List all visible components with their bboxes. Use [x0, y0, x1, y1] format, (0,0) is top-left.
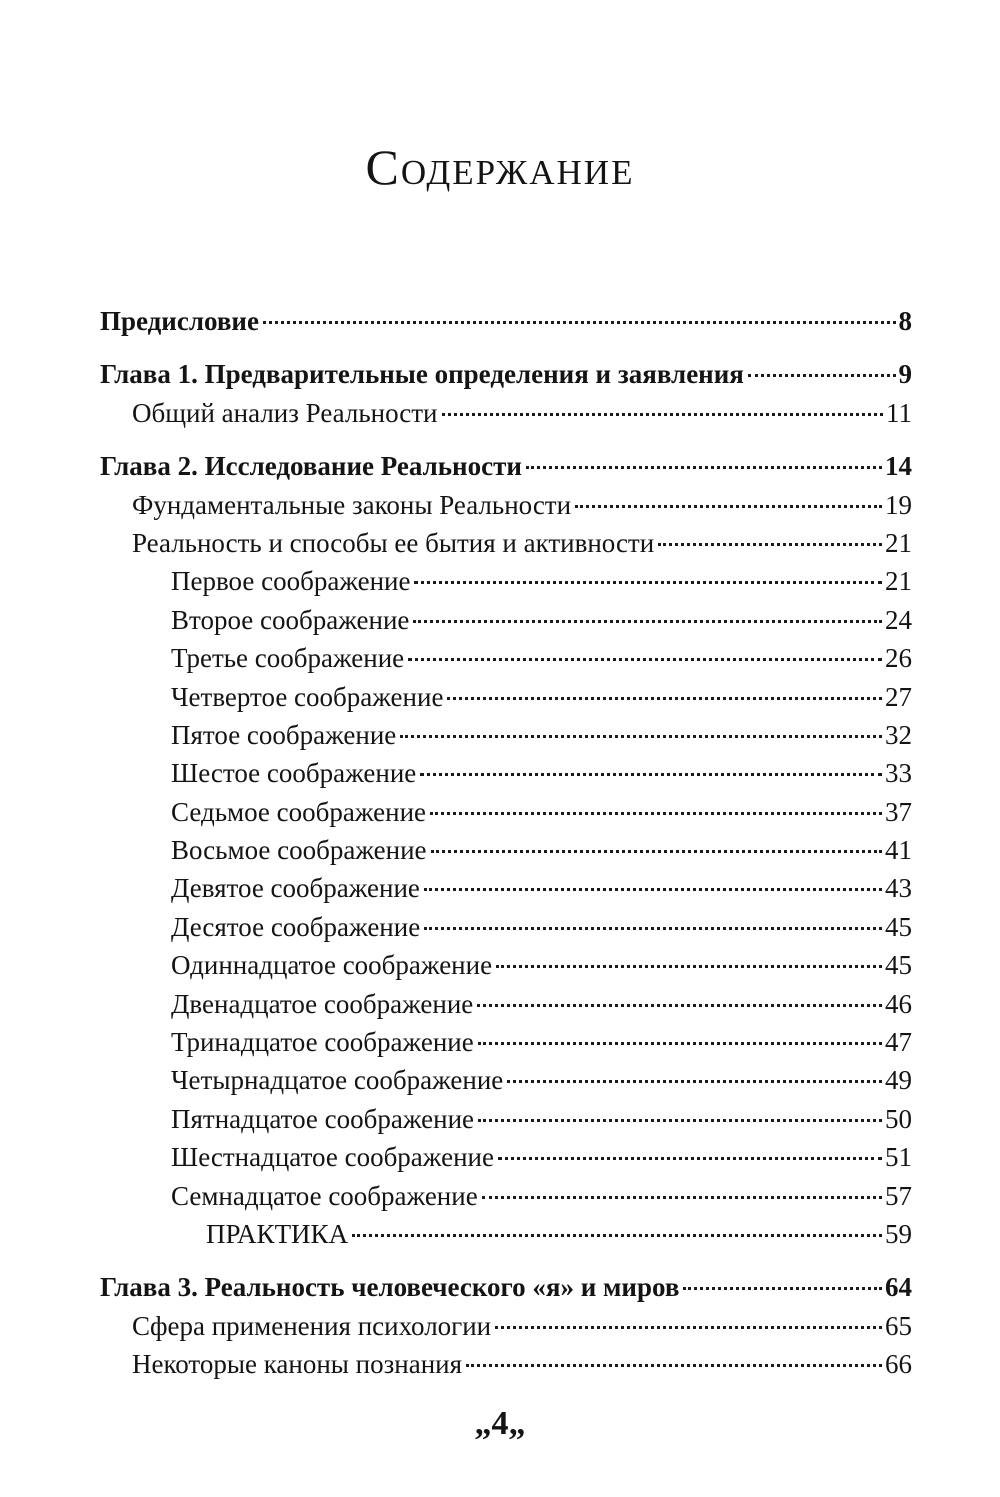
dot-leader — [482, 1196, 882, 1199]
toc-entry-label: Седьмое соображение — [171, 796, 427, 827]
dot-leader — [507, 1080, 882, 1083]
dot-leader — [431, 850, 883, 853]
toc-entry-page: 9 — [898, 359, 912, 390]
toc-entry-page: 49 — [885, 1065, 912, 1096]
toc-entry-subsection — [100, 562, 912, 600]
toc-entry-page: 14 — [885, 451, 912, 482]
toc-entry-label: Десятое соображение — [171, 911, 421, 942]
page-title: Содержание — [365, 139, 635, 195]
toc-entry-subsection — [100, 754, 912, 792]
toc-entry-subsection — [100, 601, 912, 639]
toc-entry-page: 50 — [885, 1103, 912, 1134]
toc-entry-page: 64 — [885, 1272, 912, 1303]
toc-entry-label: Восьмое соображение — [171, 835, 427, 866]
toc-entry-subsection — [100, 1100, 912, 1138]
dot-leader — [496, 965, 882, 968]
toc-entry-section — [100, 1345, 912, 1383]
dot-leader — [748, 374, 896, 377]
toc-entry-page: 37 — [885, 796, 912, 827]
toc-entry-page: 41 — [885, 835, 912, 866]
toc-entry-page: 32 — [885, 719, 912, 750]
toc-entry-page: 59 — [885, 1218, 912, 1249]
toc-entry-page: 46 — [885, 988, 912, 1019]
toc-entry-label: Первое соображение — [171, 566, 411, 597]
dot-leader — [420, 773, 882, 776]
toc-entry-subsection — [100, 946, 912, 984]
toc-entry-subsection — [100, 1177, 912, 1215]
toc-entry-subsection — [100, 985, 912, 1023]
toc-entry-label: Девятое соображение — [171, 873, 420, 904]
dot-leader — [414, 581, 882, 584]
toc-entry-label: Одиннадцатое соображение — [171, 950, 493, 981]
dot-leader — [430, 812, 882, 815]
dot-leader — [352, 1234, 882, 1237]
dot-leader — [498, 1157, 882, 1160]
toc-entry-subsection — [100, 869, 912, 907]
toc-entry-practice — [100, 1215, 912, 1253]
dot-leader — [683, 1287, 882, 1290]
toc-entry-label: Реальность и способы ее бытия и активности — [132, 527, 655, 558]
toc-entry-label: Глава 1. Предварительные определения и заявления — [100, 359, 744, 390]
toc-entry-label: Шестое соображение — [171, 758, 417, 789]
toc-entry-subsection — [100, 716, 912, 754]
toc-entry-page: 27 — [885, 681, 912, 712]
toc-entry-label: Семнадцатое соображение — [171, 1180, 478, 1211]
toc-entry-label: Фундаментальные законы Реальности — [132, 489, 572, 520]
toc-entry-page: 45 — [885, 950, 912, 981]
toc-entry-subsection — [100, 831, 912, 869]
dot-leader — [408, 658, 882, 661]
toc-entry-page: 57 — [885, 1180, 912, 1211]
dot-leader — [447, 697, 882, 700]
toc-entry-label: Двенадцатое соображение — [171, 988, 474, 1019]
toc-entry-label: Общий анализ Реальности — [132, 397, 438, 428]
toc-entry-page: 21 — [885, 527, 912, 558]
toc-entry-page: 26 — [885, 643, 912, 674]
dot-leader — [400, 735, 882, 738]
toc-entry-label: ПРАКТИКА — [206, 1218, 349, 1249]
toc-entry-subsection — [100, 793, 912, 831]
toc-entry-label: Третье соображение — [171, 643, 405, 674]
toc-entry-page: 19 — [885, 489, 912, 520]
dot-leader — [575, 505, 882, 508]
toc-entry-label: Глава 3. Реальность человеческого «я» и миров — [100, 1272, 680, 1303]
dot-leader — [424, 888, 882, 891]
toc-entry-chapter-2 — [100, 447, 912, 485]
toc-entry-label: Пятнадцатое соображение — [171, 1103, 474, 1134]
dot-leader — [442, 413, 883, 416]
toc-entry-label: Некоторые каноны познания — [132, 1349, 463, 1380]
toc-entry-section — [100, 524, 912, 562]
dot-leader — [466, 1364, 882, 1367]
toc-entry-label: Глава 2. Исследование Реальности — [100, 451, 522, 482]
toc-entry-section — [100, 394, 912, 432]
toc-entry-page: 65 — [885, 1310, 912, 1341]
dot-leader — [413, 620, 882, 623]
toc-entry-label: Шестнадцатое соображение — [171, 1142, 494, 1173]
toc-entry-preface — [100, 302, 912, 340]
toc-entry-subsection — [100, 639, 912, 677]
toc-entry-page: 24 — [885, 604, 912, 635]
dot-leader — [477, 1004, 882, 1007]
toc-entry-label: Тринадцатое соображение — [171, 1027, 474, 1058]
toc-entry-label: Пятое соображение — [171, 719, 397, 750]
dot-leader — [478, 1042, 882, 1045]
toc-entry-chapter-3 — [100, 1268, 912, 1306]
page-number: „4„ — [474, 1405, 526, 1442]
table-of-contents — [100, 302, 912, 1384]
toc-entry-subsection — [100, 1023, 912, 1061]
toc-entry-section — [100, 486, 912, 524]
toc-entry-subsection — [100, 1061, 912, 1099]
toc-entry-subsection — [100, 908, 912, 946]
dot-leader — [658, 543, 882, 546]
toc-entry-label: Сфера применения психологии — [132, 1310, 492, 1341]
toc-entry-subsection — [100, 678, 912, 716]
toc-entry-page: 11 — [886, 397, 912, 428]
dot-leader — [263, 321, 896, 324]
toc-entry-subsection — [100, 1138, 912, 1176]
toc-entry-section — [100, 1307, 912, 1345]
toc-entry-page: 51 — [885, 1142, 912, 1173]
toc-entry-page: 8 — [898, 306, 912, 336]
toc-entry-page: 43 — [885, 873, 912, 904]
toc-entry-chapter-1 — [100, 355, 912, 393]
toc-entry-page: 45 — [885, 911, 912, 942]
toc-entry-label: Четырнадцатое соображение — [171, 1065, 504, 1096]
dot-leader — [495, 1326, 882, 1329]
dot-leader — [526, 466, 882, 469]
toc-entry-page: 66 — [885, 1349, 912, 1380]
toc-entry-label: Четвертое соображение — [171, 681, 444, 712]
toc-entry-label: Предисловие — [100, 306, 259, 336]
dot-leader — [478, 1119, 882, 1122]
toc-entry-page: 47 — [885, 1027, 912, 1058]
dot-leader — [424, 927, 882, 930]
toc-entry-page: 33 — [885, 758, 912, 789]
toc-entry-label: Второе соображение — [171, 604, 410, 635]
toc-entry-page: 21 — [885, 566, 912, 597]
